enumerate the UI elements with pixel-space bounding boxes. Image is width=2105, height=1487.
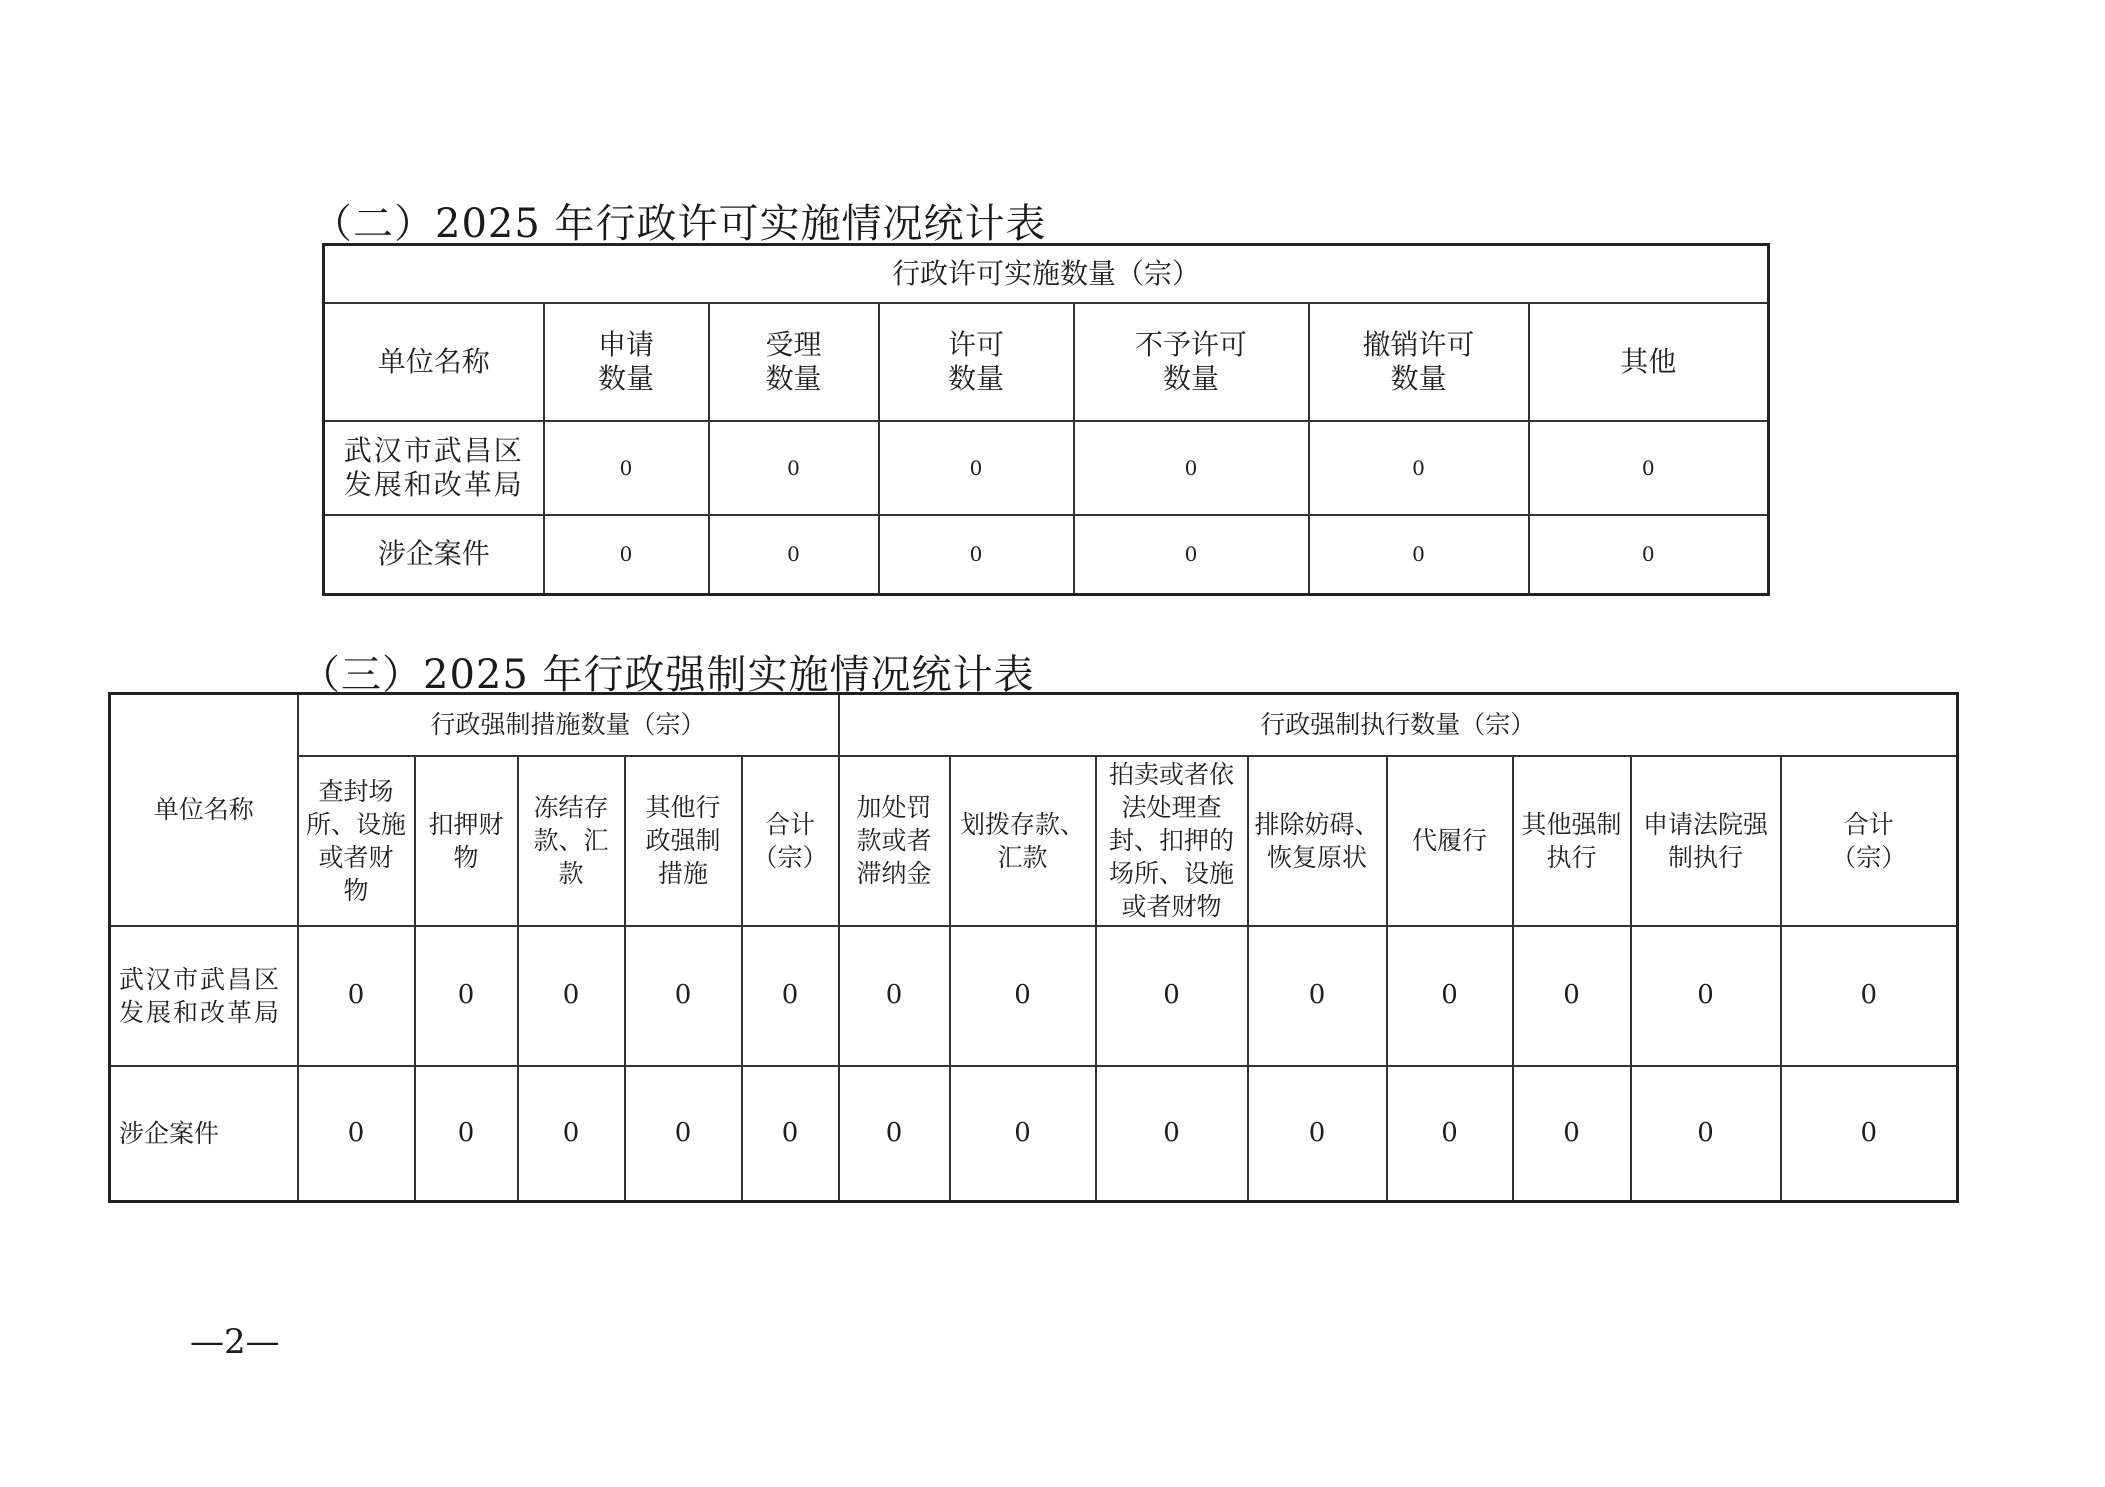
cell-text-line: 合计 (1843, 809, 1894, 839)
value-cell: 0 (1631, 1066, 1781, 1202)
value-cell: 0 (1074, 515, 1309, 595)
column-header (1074, 303, 1309, 421)
value-cell: 0 (415, 1066, 518, 1202)
table-row (324, 515, 1769, 595)
unit-name-header: 单位名称 (324, 303, 544, 421)
cell-text-line: 加处罚 (856, 793, 932, 822)
measure-column-header (415, 756, 518, 926)
cell-text-line: 其他行 (645, 793, 721, 822)
cell-text-line: 措施 (657, 859, 708, 888)
cell-text-line: 发展和改革局 (119, 997, 282, 1027)
value-cell: 0 (709, 421, 879, 515)
cell-text-line: 申请法院强 (1643, 809, 1769, 839)
administrative-enforcement-table (108, 692, 1959, 1203)
table2-title: （二）2025 年行政许可实施情况统计表 (312, 201, 1047, 247)
value-cell: 0 (625, 1066, 742, 1202)
cell-text-line: 撤销许可 (1362, 327, 1475, 361)
cell-text-line: 法处理查 (1121, 793, 1222, 822)
execution-column-header (1096, 756, 1248, 926)
value-cell: 0 (1248, 926, 1387, 1066)
column-header (1529, 303, 1769, 421)
cell-text-line: 涉企案件 (119, 1118, 220, 1148)
execution-column-header (1631, 756, 1781, 926)
cell-text-line: 场所、设施 (1109, 859, 1235, 888)
value-cell: 0 (1387, 926, 1513, 1066)
value-cell: 0 (1513, 926, 1631, 1066)
cell-text-line: 排除妨碍、 (1254, 809, 1380, 839)
value-cell: 0 (1387, 1066, 1513, 1202)
value-cell: 0 (298, 1066, 415, 1202)
column-header (709, 303, 879, 421)
cell-text-line: 或者财物 (1121, 892, 1222, 921)
cell-text-line: 武汉市武昌区 (119, 964, 282, 994)
cell-text-line: 拍卖或者依 (1109, 760, 1235, 789)
value-cell: 0 (1309, 515, 1529, 595)
cell-text-line: 或者财 (318, 842, 394, 872)
value-cell: 0 (1631, 926, 1781, 1066)
cell-text-line: （宗） (1831, 842, 1907, 872)
execution-column-header (1513, 756, 1631, 926)
cell-text-line: 封、扣押的 (1109, 826, 1235, 855)
value-cell: 0 (742, 926, 839, 1066)
cell-text-line: 物 (343, 875, 369, 905)
value-cell: 0 (1781, 1066, 1958, 1202)
cell-text-line: （宗） (752, 842, 828, 872)
cell-text-line: 执行 (1546, 842, 1597, 872)
value-cell: 0 (544, 515, 709, 595)
table-row (110, 1066, 1958, 1202)
value-cell: 0 (742, 1066, 839, 1202)
cell-text-line: 制执行 (1668, 842, 1744, 872)
cell-text-line: 物 (453, 842, 479, 872)
value-cell: 0 (1248, 1066, 1387, 1202)
measure-column-header (518, 756, 625, 926)
cell-text-line: 款、汇 (533, 826, 609, 855)
cell-text-line: 不予许可 (1134, 327, 1247, 361)
table-row (324, 421, 1769, 515)
unit-name-cell (110, 1066, 298, 1202)
measure-column-header (742, 756, 839, 926)
value-cell: 0 (625, 926, 742, 1066)
page-number: —2— (190, 1322, 280, 1362)
unit-name-cell (324, 421, 544, 515)
value-cell: 0 (1513, 1066, 1631, 1202)
value-cell: 0 (1309, 421, 1529, 515)
value-cell: 0 (1074, 421, 1309, 515)
value-cell: 0 (839, 1066, 950, 1202)
unit-name-cell (324, 515, 544, 595)
column-header (544, 303, 709, 421)
license-group-header: 行政许可实施数量（宗） (324, 245, 1769, 303)
cell-text-line: 数量 (1390, 361, 1447, 395)
cell-text-line: 恢复原状 (1267, 842, 1368, 872)
column-header (879, 303, 1074, 421)
cell-text-line: 数量 (597, 361, 654, 395)
execution-column-header (839, 756, 950, 926)
unit-name-cell (110, 926, 298, 1066)
value-cell: 0 (415, 926, 518, 1066)
measure-column-header (298, 756, 415, 926)
cell-text-line: 申请 (597, 327, 654, 361)
value-cell: 0 (518, 926, 625, 1066)
execution-column-header (950, 756, 1096, 926)
cell-text-line: 款 (558, 859, 584, 888)
value-cell: 0 (1529, 421, 1769, 515)
table3-title: （三）2025 年行政强制实施情况统计表 (300, 652, 1035, 698)
cell-text-line: 武汉市武昌区 (343, 433, 524, 467)
cell-text-line: 数量 (1162, 361, 1219, 395)
cell-text-line: 其他强制 (1521, 809, 1622, 839)
value-cell: 0 (1529, 515, 1769, 595)
value-cell: 0 (544, 421, 709, 515)
cell-text-line: 其他 (1620, 344, 1677, 378)
cell-text-line: 汇款 (997, 842, 1048, 872)
cell-text-line: 所、设施 (305, 809, 406, 839)
value-cell: 0 (839, 926, 950, 1066)
cell-text-line: 合计 (765, 809, 816, 839)
cell-text-line: 数量 (947, 361, 1004, 395)
measure-column-header (625, 756, 742, 926)
cell-text-line: 发展和改革局 (343, 467, 524, 501)
cell-text-line: 冻结存 (533, 793, 609, 822)
execution-group-header: 行政强制执行数量（宗） (839, 694, 1958, 756)
value-cell: 0 (518, 1066, 625, 1202)
value-cell: 0 (950, 1066, 1096, 1202)
cell-text-line: 数量 (765, 361, 822, 395)
value-cell: 0 (298, 926, 415, 1066)
value-cell: 0 (709, 515, 879, 595)
table-row (110, 926, 1958, 1066)
execution-column-header (1781, 756, 1958, 926)
value-cell: 0 (1096, 926, 1248, 1066)
execution-column-header (1248, 756, 1387, 926)
cell-text-line: 许可 (947, 327, 1004, 361)
cell-text-line: 查封场 (318, 776, 394, 806)
cell-text-line: 涉企案件 (377, 537, 490, 571)
value-cell: 0 (1781, 926, 1958, 1066)
cell-text-line: 政强制 (645, 826, 721, 855)
cell-text-line: 划拨存款、 (960, 809, 1086, 839)
column-header (1309, 303, 1529, 421)
value-cell: 0 (879, 421, 1074, 515)
value-cell: 0 (1096, 1066, 1248, 1202)
enforcement-column-header-row (110, 756, 1958, 926)
cell-text-line: 款或者 (856, 826, 932, 855)
value-cell: 0 (879, 515, 1074, 595)
unit-name-header: 单位名称 (110, 694, 298, 926)
administrative-license-table (322, 243, 1770, 596)
measures-group-header: 行政强制措施数量（宗） (298, 694, 839, 756)
value-cell: 0 (950, 926, 1096, 1066)
cell-text-line: 滞纳金 (856, 859, 932, 888)
license-column-header-row (324, 303, 1769, 421)
execution-column-header (1387, 756, 1513, 926)
cell-text-line: 受理 (765, 327, 822, 361)
cell-text-line: 扣押财 (428, 809, 504, 839)
cell-text-line: 代履行 (1412, 826, 1488, 855)
